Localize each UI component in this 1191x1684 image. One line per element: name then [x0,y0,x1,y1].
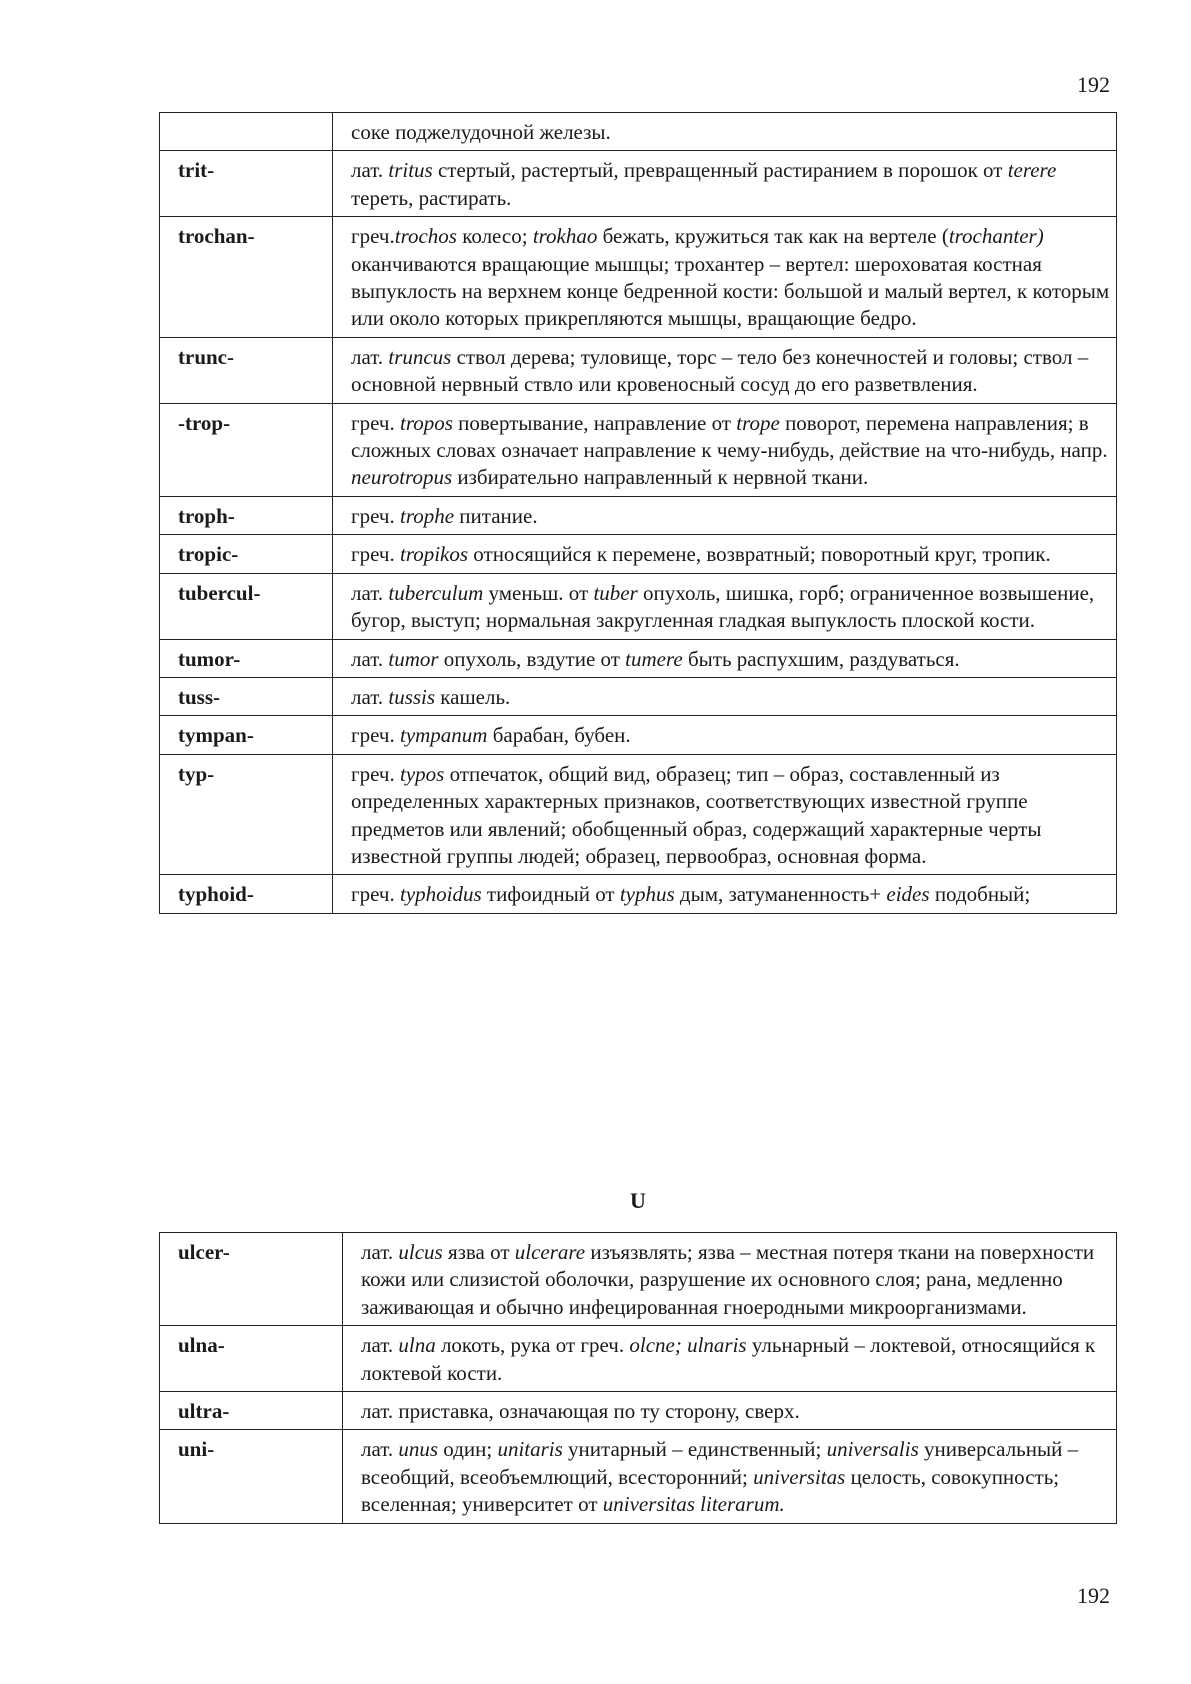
definition-cell [333,403,1117,496]
definition-text: лат. [351,684,389,709]
definition-italic-term: unus [398,1437,439,1462]
definition-italic-term: trophe [399,503,455,528]
table-row [160,677,1117,715]
term-cell: tubercul- [160,573,333,639]
definition-text: бежать, кружиться так как на вертеле ( [597,224,949,249]
page-number-bottom: 192 [1077,1583,1110,1608]
table-row [160,337,1117,403]
table-row [160,754,1117,875]
definition-italic-term: terere [1007,158,1057,183]
definition-text: греч. [351,410,400,435]
definition-text: греч. [351,503,400,528]
definition-text: кашель. [435,684,511,709]
definition-cell [333,754,1117,875]
definition-italic-term: tropikos [399,542,469,567]
definition-text: питание. [454,503,538,528]
table-row [160,875,1117,913]
definition-text: быть распухшим, раздуваться. [682,646,960,671]
term-cell: tumor- [160,639,333,677]
definition-italic-term: universitas literarum. [602,1492,785,1517]
table-row [160,1430,1117,1523]
glossary-table-u [159,1232,1117,1524]
definition-italic-term: olcne; ulnaris [629,1333,747,1358]
term-cell: tuss- [160,677,333,715]
definition-text: универсальный – всеобщий, всеобъемлющий, всесторонний; [361,1437,1079,1489]
definition-italic-term: tumor [388,646,439,671]
definition-italic-term: tritus [388,158,433,183]
definition-italic-term: tropos [399,410,453,435]
definition-cell [343,1392,1117,1430]
definition-text: язва от [442,1240,515,1264]
definition-text: лат. [361,1240,399,1264]
definition-italic-term: tuber [593,580,638,605]
definition-text: уменьш. от [483,580,594,605]
definition-cell [343,1326,1117,1392]
definition-italic-term: universalis [826,1437,919,1462]
definition-text: лат. [351,344,389,369]
definition-italic-term: eides [886,882,930,907]
definition-text: лат. приставка, означающая по ту сторону, сверх. [361,1399,800,1424]
definition-cell [333,535,1117,573]
term-cell [160,113,333,151]
definition-italic-term: unitaris [497,1437,563,1462]
definition-italic-term: typhus [619,882,675,907]
definition-cell [333,151,1117,217]
term-cell: -trop- [160,403,333,496]
definition-text: греч. [351,761,400,786]
definition-cell [333,113,1117,151]
definition-text: опухоль, вздутие от [438,646,626,671]
term-cell: typhoid- [160,875,333,913]
section-heading-u: U [630,1188,646,1213]
term-cell: typ- [160,754,333,875]
term-cell: uni- [160,1430,343,1523]
glossary-table-body [160,113,1117,914]
definition-text: целость, совокупность; вселенная; университет от [361,1464,1060,1517]
table-row [160,1326,1117,1392]
definition-italic-term: neurotropus [351,465,453,490]
definition-text: изъязвлять; язва – местная потеря ткани на поверхности кожи или слизистой оболочки, разрушение их основного слоя; рана, медленно заживающая и обычно инфецированная гноеродными микроорганизмами. [361,1240,1095,1319]
table-row [160,535,1117,573]
definition-italic-term: universitas [753,1464,846,1489]
definition-italic-term: tuberculum [388,580,484,605]
definition-cell [333,716,1117,754]
definition-text: барабан, бубен. [487,723,631,748]
definition-text: опухоль, шишка, горб; ограниченное возвышение, бугор, выступ; нормальная закругленная гладкая выпуклость плоской кости. [351,580,1095,633]
definition-italic-term: trope [736,410,780,435]
definition-text: относящийся к перемене, возвратный; поворотный круг, тропик. [468,542,1051,567]
definition-italic-term: tumere [625,646,683,671]
definition-text: колесо; [456,224,533,249]
definition-cell [333,573,1117,639]
table-row [160,639,1117,677]
definition-text: лат. [351,580,389,605]
definition-italic-term: typos [399,761,445,786]
definition-italic-term: ulcerare [514,1240,586,1264]
definition-cell [343,1430,1117,1523]
definition-text: лат. [351,158,389,183]
table-row [160,151,1117,217]
table-row [160,1233,1117,1326]
definition-cell [333,639,1117,677]
definition-text: поворот, перемена направления; в сложных словах означает направление к чему-нибудь, действие на что-нибудь, напр. [351,410,1108,463]
definition-italic-term: trochos [394,224,457,249]
definition-italic-term: trokhao [532,224,598,249]
definition-italic-term: ulcus [398,1240,443,1264]
glossary-table-body [160,1233,1117,1524]
term-cell: ultra- [160,1392,343,1430]
definition-text: унитарный – единственный; [562,1437,827,1462]
glossary-table-t [159,112,1117,914]
definition-text: соке поджелудочной железы. [351,120,611,144]
definition-text: тереть, растирать. [351,185,512,210]
term-cell: trunc- [160,337,333,403]
definition-text: лат. [361,1333,399,1358]
definition-cell [333,677,1117,715]
term-cell: tropic- [160,535,333,573]
definition-italic-term: trochanter) [948,224,1044,249]
definition-text: повертывание, направление от [452,410,737,435]
table-row [160,1392,1117,1430]
definition-italic-term: tussis [388,684,436,709]
definition-text: избирательно направленный к нервной ткани. [452,465,869,490]
definition-text: один; [438,1437,498,1462]
definition-text: лат. [351,646,389,671]
definition-text: локоть, рука от греч. [435,1333,630,1358]
definition-text: греч. [351,224,395,249]
definition-text: подобный; [929,882,1031,907]
definition-text: лат. [361,1437,399,1462]
definition-text: стертый, растертый, превращенный растиранием в порошок от [432,158,1008,183]
table-row [160,496,1117,534]
term-cell: tympan- [160,716,333,754]
term-cell: troph- [160,496,333,534]
definition-text: греч. [351,723,400,748]
definition-italic-term: truncus [388,344,452,369]
table-row [160,403,1117,496]
term-cell: trochan- [160,217,333,338]
definition-cell [333,337,1117,403]
definition-text: ульнарный – локтевой, относящийся к локтевой кости. [361,1333,1096,1385]
definition-cell [333,496,1117,534]
table-row [160,573,1117,639]
definition-cell [333,875,1117,913]
definition-text: греч. [351,882,400,907]
definition-text: дым, затуманенность+ [674,882,887,907]
term-cell: trit- [160,151,333,217]
definition-text: ствол дерева; туловище, торс – тело без конечностей и головы; ствол – основной нервный ствло или кровеносный сосуд до его разветвления. [351,344,1089,397]
page-number-top: 192 [1077,72,1110,97]
table-row [160,716,1117,754]
definition-text: греч. [351,542,400,567]
table-row [160,113,1117,151]
definition-italic-term: ulna [398,1333,436,1358]
definition-text: оканчиваются вращающие мышцы; трохантер – вертел: шероховатая костная выпуклость на верхнем конце бедренной кости: большой и малый вертел, к которым или около которых прикрепляются мышцы, вращающие бедро. [351,251,1110,331]
definition-text: тифоидный от [481,882,620,907]
table-row [160,217,1117,338]
definition-cell [333,217,1117,338]
definition-italic-term: tympanum [399,723,488,748]
definition-italic-term: typhoidus [399,882,482,907]
term-cell: ulcer- [160,1233,343,1326]
term-cell: ulna- [160,1326,343,1392]
definition-text: отпечаток, общий вид, образец; тип – образ, составленный из определенных характерных признаков, соответствующих известной группе предметов или явлений; обобщенный образ, содержащий характерные черты известной группы людей; образец, первообраз, основная форма. [351,761,1042,868]
definition-cell [343,1233,1117,1326]
